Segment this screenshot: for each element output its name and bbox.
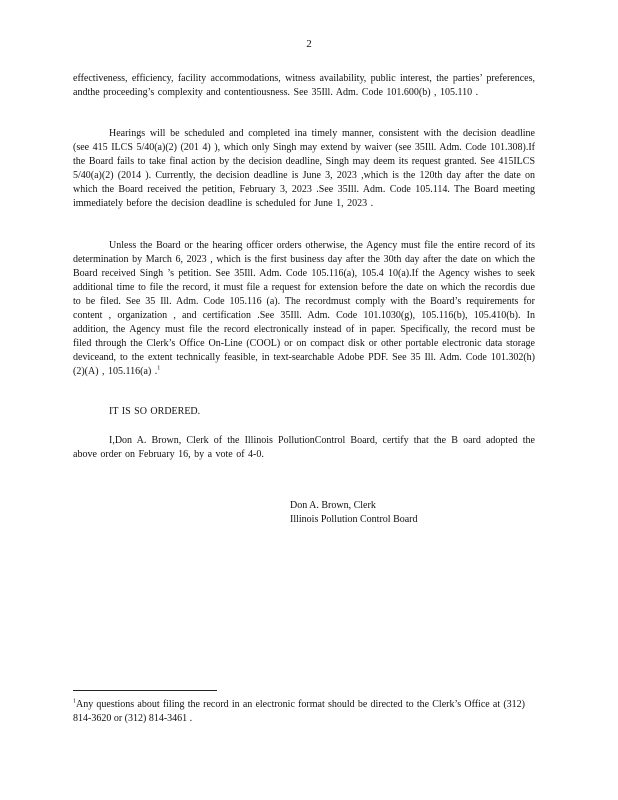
paragraph-criteria: effectiveness, efficiency, facility accommodations, witness availability, public interest, the parties’ preferences, andthe proceeding’s complexity and contentiousness. See 35Ill. Adm. Code 101.600(b) , 105.110 . bbox=[73, 73, 535, 98]
signature-name: Don A. Brown, Clerk bbox=[290, 500, 376, 511]
footnote-text: Any questions about filing the record in an electronic format should be directed to the Clerk’s Office at (312) 814-3620 or (312) 814-3461 . bbox=[73, 699, 525, 724]
paragraph-record-filing bbox=[73, 239, 535, 379]
signature-block bbox=[290, 499, 418, 527]
paragraph-hearings: Hearings will be scheduled and completed ina timely manner, consistent with the decision deadline (see 415 ILCS 5/40(a)(2) (201 4) ), which only Singh may extend by waiver (see 35Ill. Adm. Code 101.308).If the Board fails to take final action by the decision deadline, Singh may deem its request granted. See 415ILCS 5/40(a)(2) (2014 ). Currently, the decision deadline is June 3, 2023 ,which is the 120th day after the date on which the Board received the petition, February 3, 2023 .See 35Ill. Adm. Code 105.114. The Board meeting immediately before the decision deadline is scheduled for June 1, 2023 . bbox=[73, 128, 535, 209]
order-statement: IT IS SO ORDERED. bbox=[109, 406, 201, 417]
record-filing-text: Unless the Board or the hearing officer orders otherwise, the Agency must file the entire record of its determination by March 6, 2023 , which is the first business day after the 30th day after the date on which the Board received Singh ’s petition. See 35Ill. Adm. Code 105.116(a), 105.4 10(a).If the Agency wishes to seek additional time to file the record, it must file a request for extension before the date on which the recordis due to be filed. See 35 Ill. Adm. Code 105.116 (a). The recordmust comply with the Board’s requirements for content , organization , and certification .See 35Ill. Adm. Code 101.1030(g), 105.116(b), 105.410(b). In addition, the Agency must file the record electronically instead of in paper. Specifically, the record must be filed through the Clerk’s Office On-Line (COOL) or on compact disk or other portable electronic data storage deviceand, to the extent technically feasible, in text-searchable Adobe PDF. See 35 Ill. Adm. Code 101.302(h)(2)(A) , 105.116(a) . bbox=[73, 240, 535, 377]
signature-organization: Illinois Pollution Control Board bbox=[290, 514, 418, 525]
footnote bbox=[73, 698, 525, 726]
footnote-divider bbox=[73, 690, 217, 691]
footnote-reference: 1 bbox=[157, 365, 161, 372]
footnote-marker: 1 bbox=[73, 698, 76, 705]
clerk-certification: I,Don A. Brown, Clerk of the Illinois PollutionControl Board, certify that the B oard adopted the above order on February 16, by a vote of 4-0. bbox=[73, 435, 535, 460]
page-number: 2 bbox=[306, 38, 312, 50]
